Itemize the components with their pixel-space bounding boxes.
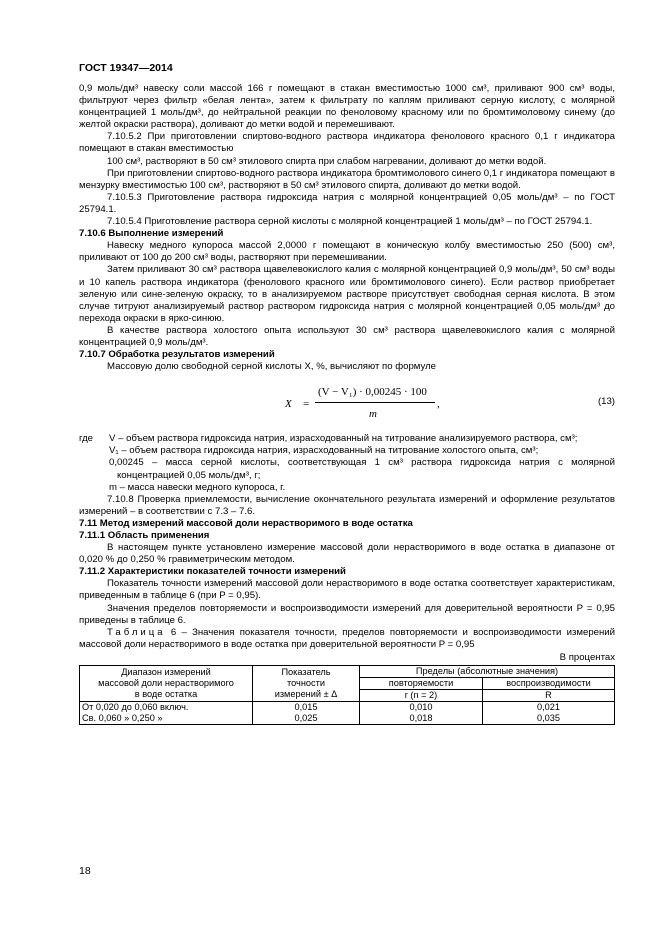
formula-numerator: (V − V₁) · 0,00245 · 100: [318, 386, 427, 399]
col-header-repeatability-symbol: r (n = 2): [360, 690, 483, 702]
fraction-bar: [315, 402, 435, 403]
variable-legend: [79, 433, 615, 493]
formula-number: (13): [597, 396, 615, 408]
where-label: где: [79, 433, 94, 445]
section-heading: 7.10.6 Выполнение измерений: [79, 228, 224, 240]
section-heading: 7.11 Метод измерений массовой доли нерастворимого в воде остатка: [79, 517, 413, 529]
formula-comma: ,: [437, 398, 440, 411]
table-units: В процентах: [559, 651, 615, 663]
col-header-range: Диапазон измерений массовой доли нерастворимого в воде остатка: [80, 666, 253, 702]
table-row: От 0,020 до 0,060 включ. 0,015 0,010 0,021: [80, 702, 615, 714]
page-number: 18: [79, 865, 91, 877]
col-header-accuracy: Показатель точности измерений ± Δ: [253, 666, 360, 702]
col-header-reproducibility-symbol: R: [483, 690, 615, 702]
formula-13: [79, 381, 615, 427]
paragraph: 100 см³, растворяют в 50 см³ этилового спирта при слабом нагревании, доливают до метки водой.: [107, 155, 547, 167]
col-header-limits: Пределы (абсолютные значения): [360, 666, 615, 678]
formula-lhs: X: [285, 398, 292, 411]
table-caption-word: Таблица: [107, 626, 166, 638]
paragraph: 7.10.5.3 Приготовление раствора гидроксида натрия с молярной концентрацией 0,05 моль/дм³ – по ГОСТ 25794.1.: [79, 191, 615, 215]
legend-item: 0,00245 – масса серной кислоты, соответствующая 1 см³ раствора гидроксида натрия с молярной концентрацией 0,05 моль/дм³, г;: [109, 457, 615, 481]
formula-equals: =: [303, 398, 310, 411]
paragraph: Навеску медного купороса массой 2,0000 г помещают в коническую колбу вместимостью 250 (500) см³, приливают от 100 до 200 см³ воды, растворяют при перемешивании.: [79, 240, 615, 264]
legend-item: V – объем раствора гидроксида натрия, израсходованный на титрование анализируемого раствора, см³;: [109, 433, 578, 445]
col-header-repeatability: повторяемости: [360, 678, 483, 690]
paragraph: В настоящем пункте установлено измерение массовой доли нерастворимого в воде остатка в диапазоне от 0,020 % до 0,250 % гравиметрическим методом.: [79, 542, 615, 566]
paragraph: При приготовлении спиртово-водного раствора индикатора бромтимолового синего 0,1 г индикатора помещают в мензурку вместимостью 100 см³, растворяют в 50 см³ этилового спирта, доливают до метки водой.: [79, 167, 615, 191]
document-body: [79, 83, 615, 725]
formula-denominator: m: [369, 408, 377, 421]
paragraph: Затем приливают 30 см³ раствора щавелевокислого калия с молярной концентрацией 0,9 моль/дм³, 50 см³ воды и 10 капель раствора индикатора (фенолового красного или бромтимолового синего). Если раствор приобретает зеленую или сине-зеленую окраску, то в анализируемом растворе присутствует свободная серная кислота. В этом случае титруют анализируемый раствор раствором гидроксида натрия с молярной концентрацией 0,05 моль/дм³ до перехода окраски в ярко-синюю.: [79, 264, 615, 324]
paragraph: Значения пределов повторяемости и воспроизводимости измерений для доверительной вероятности P = 0,95 приведены в таблице 6.: [79, 602, 615, 626]
paragraph: В качестве раствора холостого опыта используют 30 см³ раствора щавелевокислого калия с молярной концентрацией 0,9 моль/дм³.: [79, 324, 615, 348]
section-heading: 7.11.2 Характеристики показателей точности измерений: [79, 566, 346, 578]
paragraph: 7.10.5.4 Приготовление раствора серной кислоты с молярной концентрацией 1 моль/дм³ – по ГОСТ 25794.1.: [107, 216, 593, 228]
legend-item: V₁ – объем раствора гидроксида натрия, израсходованный на титрование холостого опыта, см³;: [109, 445, 539, 457]
table-row: Св. 0,060 » 0,250 » 0,025 0,018 0,035: [80, 713, 615, 725]
legend-item: m – масса навески медного купороса, г.: [109, 481, 286, 493]
table-6: [79, 665, 615, 725]
document-header: ГОСТ 19347—2014: [79, 62, 173, 74]
col-header-reproducibility: воспроизводимости: [483, 678, 615, 690]
paragraph: 0,9 моль/дм³ навеску соли массой 166 г помещают в стакан вместимостью 1000 см³, приливают 900 см³ воды, фильтруют через фильтр «белая лента», затем к фильтрату по каплям приливают серную кислоту, с молярной концентрацией 1 моль/дм³, до нейтральной реакции по феноловому красному или по бромтимоловому синему (до желтой окраски раствора), доливают до метки водой и перемешивают.: [79, 83, 615, 131]
table-caption-text: 6 – Значения показателя точности, пределов повторяемости и воспроизводимости измерений массовой доли нерастворимого в воде остатка при доверительной вероятности P = 0,95: [79, 626, 616, 650]
paragraph: Массовую долю свободной серной кислоты X, %, вычисляют по формуле: [107, 361, 437, 373]
paragraph: Показатель точности измерений массовой доли нерастворимого в воде остатка соответствует характеристикам, приведенным в таблице 6 (при P = 0,95).: [79, 578, 615, 602]
section-heading: 7.10.7 Обработка результатов измерений: [79, 349, 275, 361]
table-caption: [79, 627, 615, 651]
paragraph: 7.10.5.2 При приготовлении спиртово-водного раствора индикатора фенолового красного 0,1 г индикатора помещают в стакан вместимостью: [79, 131, 615, 155]
section-heading: 7.11.1 Область применения: [79, 530, 210, 541]
paragraph: 7.10.8 Проверка приемлемости, вычисление окончательного результата измерений и оформление результатов измерений – в соответствии с 7.3 – 7.6.: [79, 493, 615, 517]
